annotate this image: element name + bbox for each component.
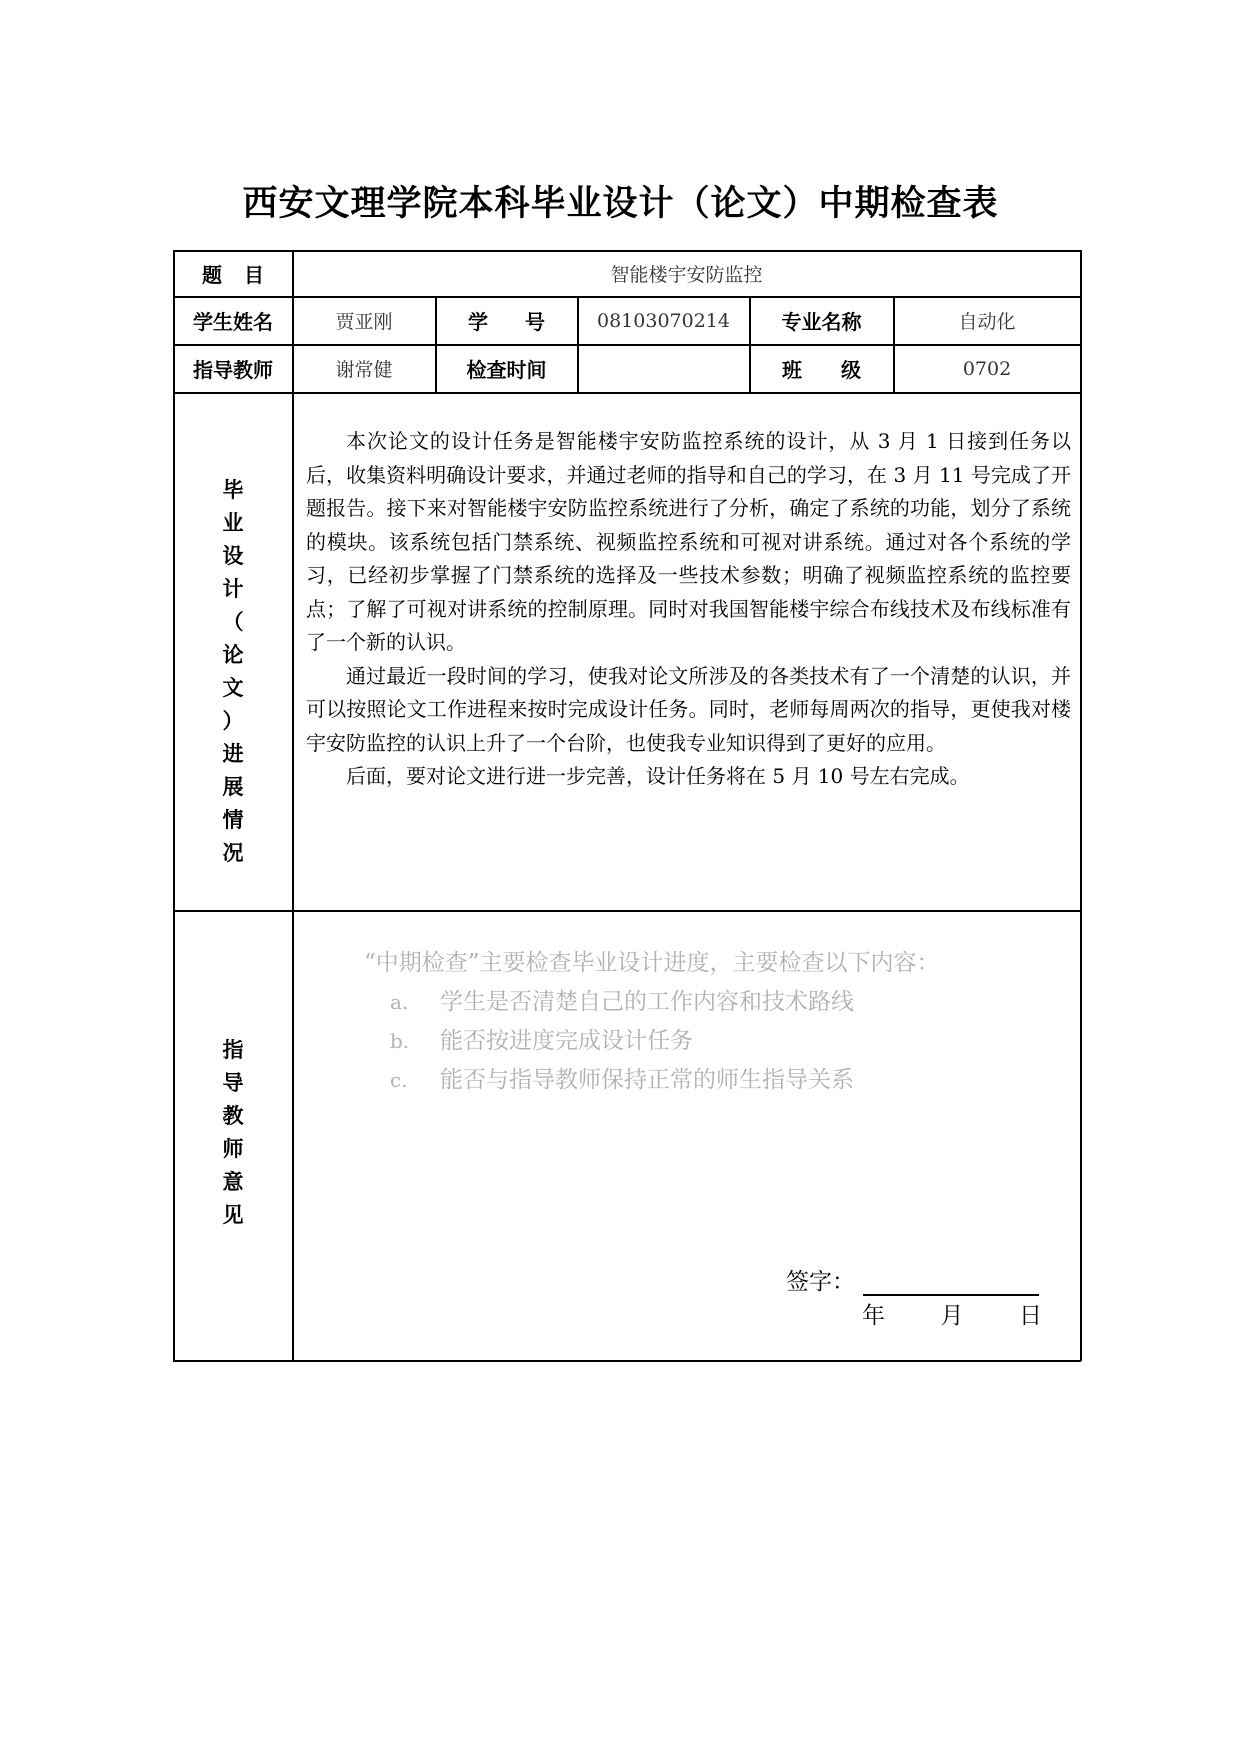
progress-label-char: 设	[222, 544, 244, 568]
guide-item-text: 学生是否清楚自己的工作内容和技术路线	[440, 989, 854, 1015]
date-year-label: 年	[862, 1303, 885, 1329]
guide-item-text: 能否按进度完成设计任务	[440, 1028, 693, 1054]
progress-label-char: 毕	[222, 478, 244, 502]
guide-item	[306, 1022, 1066, 1061]
advisor-opinion-label	[174, 1034, 292, 1232]
progress-label-char: 进	[222, 742, 244, 766]
check-time-label: 检查时间	[466, 358, 547, 382]
opinion-label-char: 师	[222, 1137, 244, 1161]
student-name-label: 学生姓名	[193, 310, 273, 334]
guide-item-marker: c.	[390, 1068, 408, 1092]
class-label: 班 级	[782, 358, 861, 382]
advisor-value: 谢常健	[335, 359, 393, 381]
check-time-value[interactable]	[578, 345, 749, 392]
opinion-label-char: 教	[222, 1104, 244, 1128]
advisor-label: 指导教师	[193, 358, 273, 382]
guide-instructions	[306, 944, 1066, 1100]
table-rule	[1080, 250, 1082, 1361]
opinion-label-char: 导	[222, 1071, 244, 1095]
major-label: 专业名称	[781, 310, 862, 334]
progress-label-char: 情	[222, 808, 244, 832]
date-month-label: 月	[940, 1303, 964, 1329]
major-value: 自动化	[958, 311, 1016, 333]
progress-label-char: ）	[222, 709, 244, 733]
student-id-label: 学 号	[468, 310, 545, 334]
table-rule	[173, 910, 1081, 912]
guide-item-text: 能否与指导教师保持正常的师生指导关系	[440, 1067, 854, 1093]
opinion-label-char: 指	[222, 1038, 244, 1062]
progress-label-char: 计	[222, 577, 244, 601]
signature-label: 签字：	[786, 1269, 855, 1295]
signature-date	[862, 1297, 1042, 1330]
signature-row	[786, 1263, 1039, 1296]
progress-paragraph: 本次论文的设计任务是智能楼宇安防监控系统的设计，从 3 月 1 日接到任务以后，收集资料明确设计要求，并通过老师的指导和自己的学习，在 3 月 11 号完成了开题报告。接下来对智能楼宇安防监控系统进行了分析，确定了系统的功能，划分了系统的模块。该系统包括门禁系统、视频监控系统和可视对讲系统。通过对各个系统的学习，已经初步掌握了门禁系统的选择及一些技术参数；明确了视频监控系统的监控要点；了解了可视对讲系统的控制原理。同时对我国智能楼宇综合布线技术及布线标准有了一个新的认识。	[306, 429, 1071, 654]
progress-description	[306, 425, 1071, 794]
progress-section-label	[174, 474, 292, 870]
progress-label-char: 况	[222, 841, 244, 865]
guide-item-marker: b.	[390, 1029, 410, 1053]
progress-paragraph: 通过最近一段时间的学习，使我对论文所涉及的各类技术有了一个清楚的认识，并可以按照论文工作进程来按时完成设计任务。同时，老师每周两次的指导，更使我对楼宇安防监控的认识上升了一个台阶，也使我专业知识得到了更好的应用。	[306, 663, 1071, 755]
progress-paragraph: 后面，要对论文进行进一步完善，设计任务将在 5 月 10 号左右完成。	[346, 764, 970, 788]
date-day-label: 日	[1019, 1303, 1042, 1329]
opinion-label-char: 见	[222, 1203, 244, 1227]
student-name-value: 贾亚刚	[335, 311, 393, 333]
student-id-value: 08103070214	[597, 309, 730, 332]
page-title: 西安文理学院本科毕业设计（论文）中期检查表	[242, 184, 999, 224]
topic-value: 智能楼宇安防监控	[610, 264, 763, 286]
table-rule	[173, 1360, 1081, 1362]
guide-intro: “中期检查”主要检查毕业设计进度，主要检查以下内容：	[364, 950, 940, 976]
guide-item	[306, 1061, 1066, 1100]
progress-label-char: 文	[222, 676, 244, 700]
progress-label-char: 业	[222, 511, 244, 535]
progress-label-char: 论	[222, 643, 244, 667]
signature-line[interactable]	[863, 1272, 1039, 1296]
guide-item-marker: a.	[390, 990, 409, 1014]
topic-label: 题 目	[202, 263, 264, 287]
table-rule	[173, 392, 1081, 394]
guide-item	[306, 983, 1066, 1022]
progress-label-char: （	[222, 610, 244, 634]
opinion-label-char: 意	[222, 1170, 244, 1194]
table-rule	[292, 250, 294, 1361]
class-value: 0702	[962, 357, 1012, 380]
progress-label-char: 展	[222, 775, 244, 799]
